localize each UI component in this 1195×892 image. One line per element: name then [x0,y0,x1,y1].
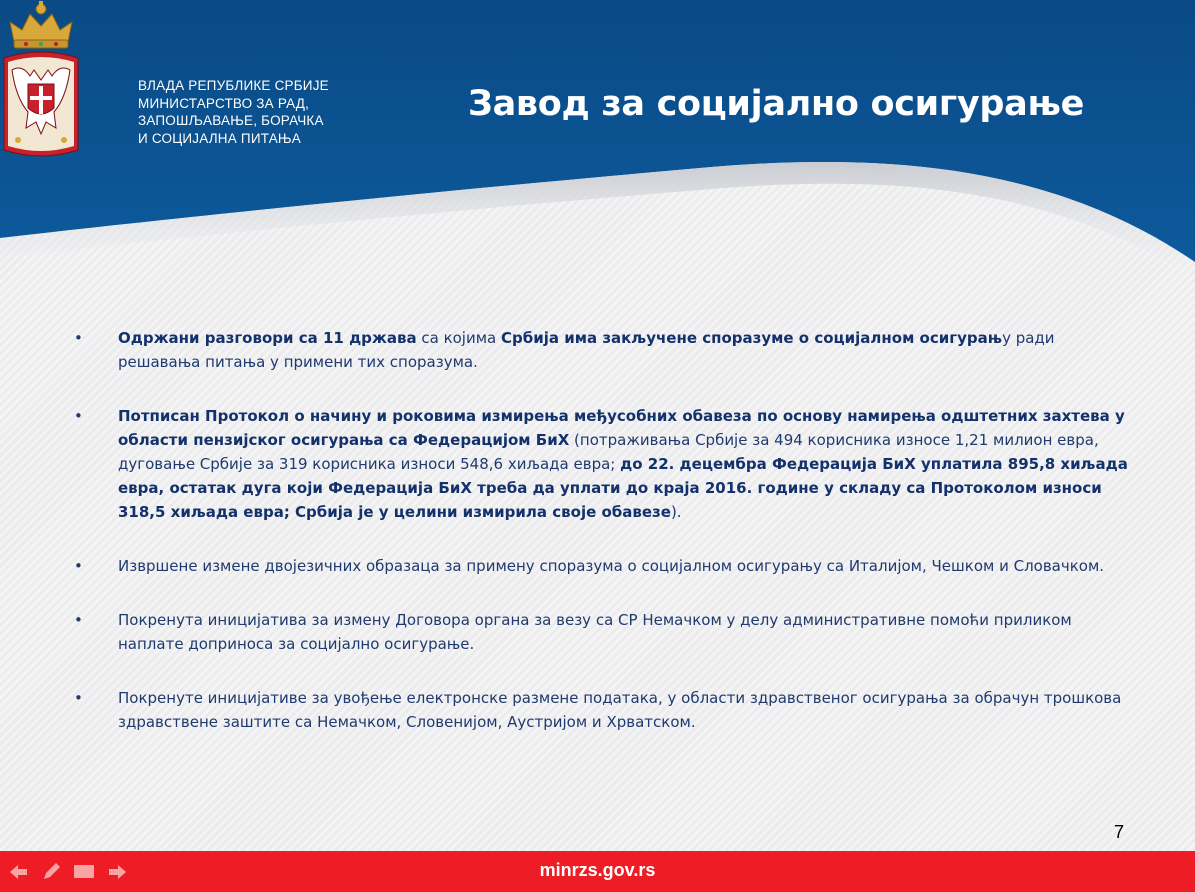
header-banner [0,0,1195,265]
bullet-text: са којима [416,329,501,347]
bullet-text-bold: Одржани разговори са 11 држава [118,329,417,347]
bullet-text-bold: до 22. децембра Федерација БиХ уплатила 895,8 хиљада евра, остатак дуга који Федерација БиХ треба да уплати до краја 2016. године у складу са Протоколом износи 318,5 хиљада евра; Србија је у целини измирила своје обавезе [118,455,1128,521]
bullet-text: Покренута иницијатива за измену Договора органа за везу са СР Немачком у делу административне помоћи приликом наплате доприноса за социјално осигурање. [118,611,1072,653]
slide-title: Завод за социјално осигурање [468,84,1085,124]
bullet-item [70,404,1130,524]
bullet-item [70,686,1130,734]
bullet-text: Покренуте иницијативе за увођење електронске размене података, у области здравственог осигурања за обрачун трошкова здравствене заштите са Немачком, Словенијом, Аустријом и Хрватском. [118,689,1122,731]
bullet-text: (потраживања Србије за 494 корисника износе 1,21 милион евра, дуговање Србије за 319 корисника износи 548,6 хиљада евра; [118,431,1099,473]
ministry-line: МИНИСТАРСТВО ЗА РАД, [138,95,310,111]
bullet-dot: • [74,689,83,707]
bullet-text: Извршене измене двојезичних образаца за примену споразума о социјалном осигурању са Италијом, Чешком и Словачком. [118,557,1105,575]
ministry-line: ЗАПОШЉАВАЊЕ, БОРАЧКА [138,113,324,128]
footer-bar [0,851,1195,892]
bullet-item [70,554,1130,578]
bullet-dot: • [74,329,83,347]
page-number: 7 [1114,822,1125,842]
bullet-list [70,326,1130,764]
bullet-text-bold: Потписан Протокол о начину и роковима измирења међусобних обавеза по основу намирења одштетних захтева у области пензијског осигурања са Федерацијом БиХ [118,407,1125,449]
bullet-dot: • [74,407,83,425]
ministry-line: ВЛАДА РЕПУБЛИКЕ СРБИЈЕ [138,78,329,93]
ministry-line: И СОЦИЈАЛНА ПИТАЊА [138,130,301,146]
ministry-name [138,77,388,147]
website-url[interactable]: minrzs.gov.rs [539,860,656,880]
bullet-dot: • [74,557,83,575]
bullet-text-bold: Србија има закључене споразуме о социјалном осигурањ [501,329,1003,347]
bullet-item [70,326,1130,374]
bullet-dot: • [74,611,83,629]
bullet-text: у ради решавања питања у примени тих споразума. [118,329,1055,371]
bullet-text: ). [670,503,682,521]
bullet-item [70,608,1130,656]
serbian-coat-of-arms-icon [0,0,82,160]
